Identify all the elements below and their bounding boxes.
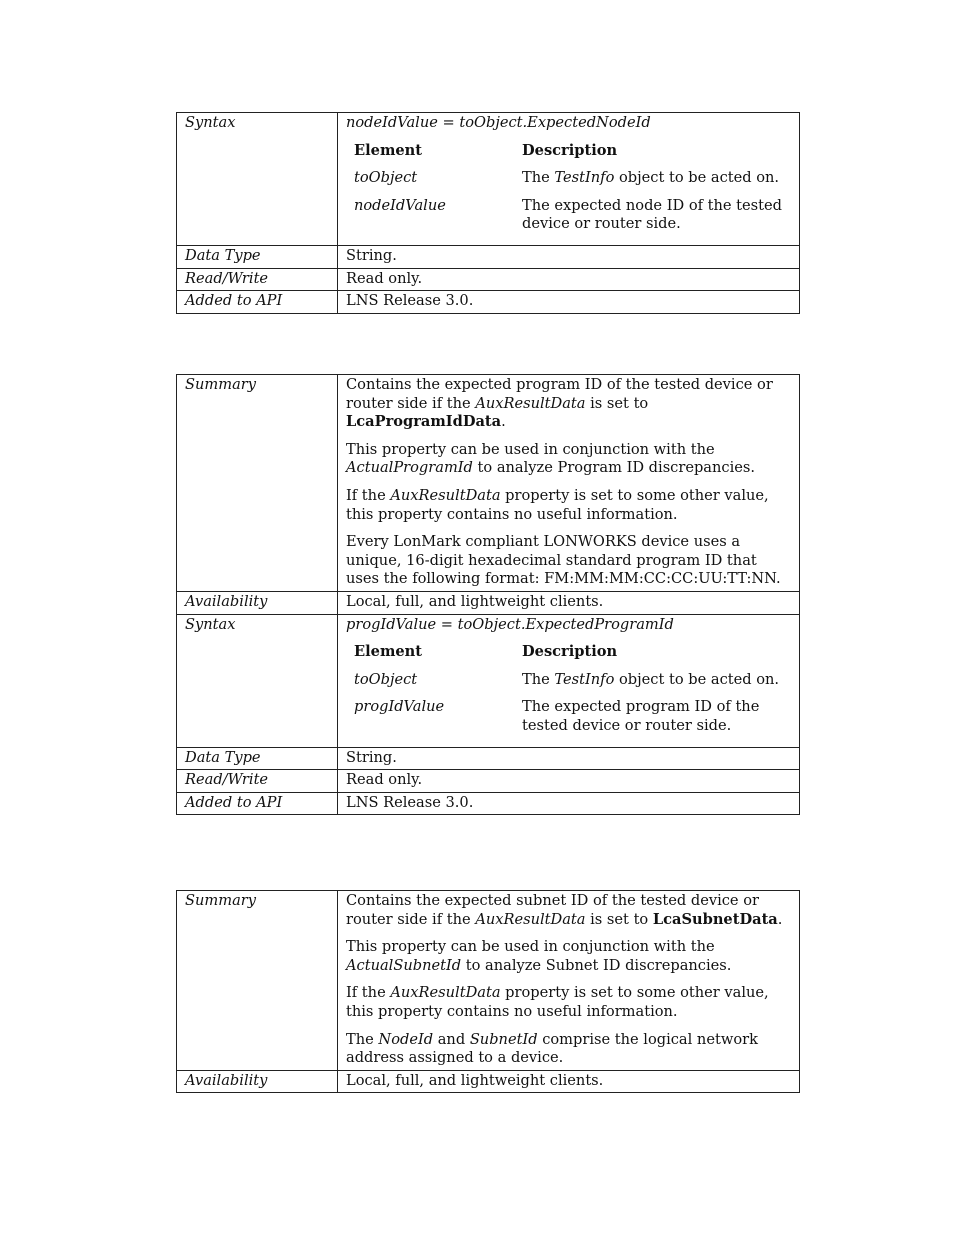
element-name: nodeIdValue: [354, 196, 446, 214]
added-to-api-label: Added to API: [177, 792, 338, 815]
availability-value: Local, full, and lightweight clients.: [338, 1070, 800, 1093]
summary-row: [177, 375, 800, 592]
summary-paragraph: The NodeId and SubnetId comprise the logical network address assigned to a device.: [346, 1030, 758, 1067]
syntax-row: [177, 113, 800, 246]
element-description: The expected program ID of the tested device or router side.: [522, 698, 760, 734]
summary-paragraph: If the AuxResultData property is set to some other value, this property contains no useful information.: [346, 486, 769, 523]
summary-paragraph: Every LonMark compliant LONWORKS device uses a unique, 16-digit hexadecimal standard program ID that uses the following format: FM:MM:MM:CC:CC:UU:TT:NN.: [346, 533, 781, 588]
summary-label: Summary: [177, 891, 338, 1071]
syntax-label: Syntax: [177, 113, 338, 246]
summary-paragraph: Contains the expected subnet ID of the tested device or router side if the AuxResultData is set to LcaSubnetData.: [346, 892, 783, 928]
element-row: [346, 671, 791, 699]
data-type-label: Data Type: [177, 747, 338, 770]
read-write-value: Read only.: [338, 770, 800, 793]
element-row: [346, 197, 791, 243]
element-table: [346, 643, 791, 744]
data-type-row: [177, 245, 800, 268]
added-to-api-value: LNS Release 3.0.: [338, 291, 800, 314]
data-type-value: String.: [338, 245, 800, 268]
element-row: [346, 169, 791, 197]
element-header: Element: [354, 643, 423, 661]
summary-paragraph: If the AuxResultData property is set to some other value, this property contains no useful information.: [346, 984, 769, 1020]
element-name: progIdValue: [354, 698, 445, 716]
summary-paragraph: This property can be used in conjunction with the ActualSubnetId to analyze Subnet ID discrepancies.: [346, 938, 732, 974]
description-header: Description: [522, 643, 618, 661]
description-header: Description: [522, 141, 618, 159]
summary-cell: [338, 375, 800, 592]
syntax-expression: nodeIdValue = toObject.ExpectedNodeId: [346, 114, 651, 131]
syntax-row: [177, 614, 800, 747]
element-name: toObject: [354, 169, 418, 187]
added-to-api-value: LNS Release 3.0.: [338, 792, 800, 815]
data-type-label: Data Type: [177, 245, 338, 268]
expected-program-id-table: [176, 374, 800, 815]
availability-label: Availability: [177, 591, 338, 614]
summary-paragraph: Contains the expected program ID of the tested device or router side if the AuxResultData is set to LcaProgramIdData.: [346, 376, 773, 431]
added-to-api-label: Added to API: [177, 291, 338, 314]
availability-row: [177, 1070, 800, 1093]
read-write-value: Read only.: [338, 268, 800, 291]
syntax-expression: progIdValue = toObject.ExpectedProgramId: [346, 615, 674, 633]
element-row: [346, 698, 791, 744]
syntax-cell: [338, 614, 800, 747]
read-write-label: Read/Write: [177, 268, 338, 291]
added-to-api-row: [177, 291, 800, 314]
availability-label: Availability: [177, 1070, 338, 1093]
summary-label: Summary: [177, 375, 338, 592]
element-table: [346, 142, 791, 243]
summary-paragraph: This property can be used in conjunction with the ActualProgramId to analyze Program ID discrepancies.: [346, 440, 756, 477]
element-header: Element: [354, 141, 423, 159]
element-name: toObject: [354, 670, 418, 688]
availability-value: Local, full, and lightweight clients.: [338, 591, 800, 614]
data-type-value: String.: [338, 747, 800, 770]
element-description: The expected node ID of the tested device or router side.: [522, 196, 783, 233]
expected-subnet-id-table: [176, 890, 800, 1093]
availability-row: [177, 591, 800, 614]
syntax-label: Syntax: [177, 614, 338, 747]
data-type-row: [177, 747, 800, 770]
expected-node-id-table: [176, 112, 800, 314]
element-description: The TestInfo object to be acted on.: [522, 670, 780, 688]
summary-cell: [338, 891, 800, 1071]
syntax-cell: [338, 113, 800, 246]
read-write-label: Read/Write: [177, 770, 338, 793]
element-description: The TestInfo object to be acted on.: [522, 169, 780, 187]
summary-row: [177, 891, 800, 1071]
read-write-row: [177, 268, 800, 291]
added-to-api-row: [177, 792, 800, 815]
read-write-row: [177, 770, 800, 793]
